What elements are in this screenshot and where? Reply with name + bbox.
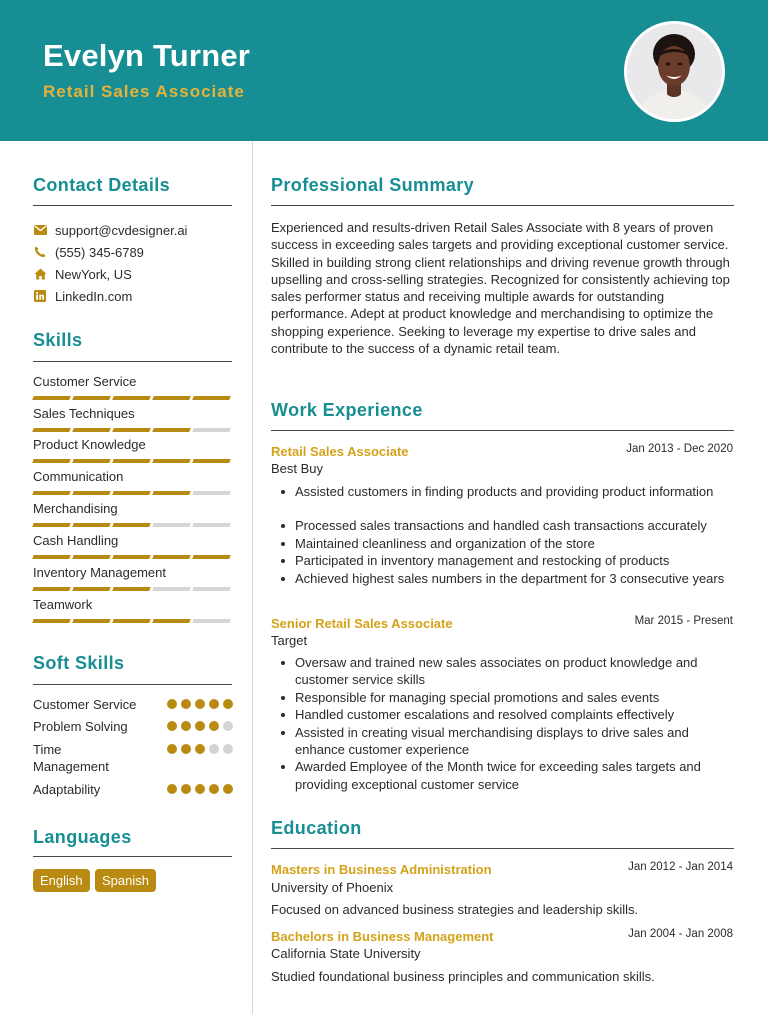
skill-level-segment	[192, 619, 230, 623]
skill-name: Sales Techniques	[33, 406, 135, 421]
contact-linkedin-text: LinkedIn.com	[55, 288, 133, 304]
job-bullet: Awarded Employee of the Month twice for exceeding sales targets and providing exceptional customer service	[271, 758, 741, 793]
skill-level-segment	[192, 555, 230, 559]
rating-dot	[209, 744, 219, 754]
skill-level-segment	[72, 555, 110, 559]
job-bullet: Responsible for managing special promotions and sales events	[271, 689, 741, 706]
soft-skill-item	[33, 741, 233, 777]
home-icon	[33, 267, 47, 281]
degree-title: Masters in Business Administration	[271, 862, 492, 877]
skill-level-segment	[192, 396, 230, 400]
skill-level-segment	[112, 459, 150, 463]
job-title: Senior Retail Sales Associate	[271, 616, 453, 631]
skill-level-segment	[152, 587, 190, 591]
school-name: University of Phoenix	[271, 880, 394, 895]
school-name: California State University	[271, 946, 421, 961]
contact-location	[33, 265, 132, 283]
skill-level-segment	[152, 555, 190, 559]
job-bullet: Participated in inventory management and restocking of products	[271, 552, 741, 569]
envelope-icon	[33, 223, 47, 237]
skills-rule	[33, 361, 232, 362]
skill-level-bar	[33, 428, 232, 432]
rating-dot	[195, 784, 205, 794]
summary-heading: Professional Summary	[271, 175, 475, 195]
skill-level-segment	[192, 491, 230, 495]
skill-level-segment	[192, 523, 230, 527]
skill-level-segment	[192, 587, 230, 591]
contact-phone[interactable]	[33, 243, 144, 261]
job-bullet: Oversaw and trained new sales associates on product knowledge and customer service skills	[271, 654, 741, 689]
summary-rule	[271, 205, 734, 206]
skill-level-bar	[33, 459, 232, 463]
soft-skill-item	[33, 696, 233, 714]
rating-dot	[167, 744, 177, 754]
rating-dot	[181, 699, 191, 709]
skill-level-segment	[72, 428, 110, 432]
rating-dot	[223, 784, 233, 794]
job-title: Retail Sales Associate	[271, 444, 409, 459]
soft-skill-rating	[167, 721, 233, 731]
skill-level-bar	[33, 491, 232, 495]
skill-level-segment	[32, 523, 70, 527]
skill-level-segment	[32, 459, 70, 463]
rating-dot	[223, 744, 233, 754]
skill-level-segment	[112, 587, 150, 591]
rating-dot	[181, 744, 191, 754]
skill-level-segment	[32, 428, 70, 432]
skill-level-segment	[112, 523, 150, 527]
skill-level-bar	[33, 396, 232, 400]
degree-title: Bachelors in Business Management	[271, 929, 494, 944]
person-avatar-icon	[627, 24, 722, 119]
rating-dot	[223, 699, 233, 709]
skill-item	[33, 533, 232, 559]
skill-level-segment	[112, 555, 150, 559]
skill-name: Inventory Management	[33, 565, 166, 580]
degree-dates: Jan 2004 - Jan 2008	[628, 928, 733, 940]
skill-level-segment	[192, 459, 230, 463]
degree-dates: Jan 2012 - Jan 2014	[628, 861, 733, 873]
soft-skill-name: Time Management	[33, 742, 109, 774]
skill-level-segment	[32, 587, 70, 591]
skill-level-segment	[72, 587, 110, 591]
skill-level-segment	[112, 396, 150, 400]
skill-level-segment	[112, 619, 150, 623]
rating-dot	[167, 784, 177, 794]
job-dates: Mar 2015 - Present	[634, 615, 733, 627]
experience-rule	[271, 430, 734, 431]
skill-level-segment	[192, 428, 230, 432]
soft-skill-rating	[167, 784, 233, 794]
skill-item	[33, 374, 232, 400]
languages-rule	[33, 856, 232, 857]
experience-heading: Work Experience	[271, 400, 423, 420]
skill-level-segment	[72, 619, 110, 623]
skill-item	[33, 469, 232, 495]
job-bullet: Achieved highest sales numbers in the department for 3 consecutive years	[271, 570, 741, 587]
skill-level-bar	[33, 619, 232, 623]
skill-level-segment	[32, 619, 70, 623]
skill-item	[33, 565, 232, 591]
skill-level-segment	[152, 459, 190, 463]
soft-skill-name: Customer Service	[33, 697, 137, 712]
skill-level-bar	[33, 523, 232, 527]
language-tag: English	[33, 869, 90, 892]
job-bullet: Assisted in creating visual merchandising displays to drive sales and enhance customer experience	[271, 724, 741, 759]
rating-dot	[195, 744, 205, 754]
education-rule	[271, 848, 734, 849]
skill-level-segment	[152, 396, 190, 400]
soft-skill-name: Problem Solving	[33, 719, 128, 734]
skill-level-segment	[112, 491, 150, 495]
skill-name: Merchandising	[33, 501, 118, 516]
rating-dot	[195, 721, 205, 731]
skill-level-segment	[72, 491, 110, 495]
skill-level-segment	[152, 428, 190, 432]
rating-dot	[181, 721, 191, 731]
contact-email-text: support@cvdesigner.ai	[55, 222, 188, 238]
skill-name: Cash Handling	[33, 533, 119, 548]
soft-skill-item	[33, 781, 233, 799]
skill-level-segment	[112, 428, 150, 432]
skill-item	[33, 406, 232, 432]
rating-dot	[209, 699, 219, 709]
job-bullet: Assisted customers in finding products and providing product information	[271, 483, 741, 500]
summary-text: Experienced and results-driven Retail Sales Associate with 8 years of proven success in exceeding sales targets and providing exceptional customer service. Skilled in building strong client relationships and driving revenue growth through upselling and cross-selling strategies. Recognized for consistently achieving top sales performer status and receiving multiple awards for outstanding performance. Adept at product knowledge and merchandising to optimize the shopping experience. Seeking to leverage my expertise to drive sales and contribute to the success of a dynamic retail team.	[271, 220, 730, 357]
contact-linkedin[interactable]	[33, 287, 132, 305]
rating-dot	[209, 721, 219, 731]
skill-level-segment	[32, 555, 70, 559]
job-bullet: Handled customer escalations and resolved complaints effectively	[271, 706, 741, 723]
job-bullets	[271, 654, 741, 793]
profile-photo	[624, 21, 725, 122]
contact-phone-text: (555) 345-6789	[55, 244, 144, 260]
skill-name: Communication	[33, 469, 124, 484]
job-dates: Jan 2013 - Dec 2020	[626, 443, 733, 455]
skill-level-bar	[33, 587, 232, 591]
rating-dot	[209, 784, 219, 794]
contact-location-text: NewYork, US	[55, 266, 132, 282]
job-company: Best Buy	[271, 461, 324, 476]
skill-item	[33, 597, 232, 623]
soft-skills-rule	[33, 684, 232, 685]
soft-skill-rating	[167, 744, 233, 754]
skill-level-bar	[33, 555, 232, 559]
languages-heading: Languages	[33, 827, 132, 847]
skill-item	[33, 437, 232, 463]
job-company: Target	[271, 633, 308, 648]
language-tag: Spanish	[95, 869, 156, 892]
job-bullets	[271, 483, 741, 587]
rating-dot	[167, 699, 177, 709]
skills-heading: Skills	[33, 330, 83, 350]
skill-level-segment	[72, 396, 110, 400]
skill-name: Product Knowledge	[33, 437, 146, 452]
contact-email[interactable]	[33, 221, 187, 239]
skill-item	[33, 501, 232, 527]
skill-level-segment	[32, 491, 70, 495]
rating-dot	[167, 721, 177, 731]
skill-name: Teamwork	[33, 597, 93, 612]
job-bullet: Maintained cleanliness and organization of the store	[271, 535, 741, 552]
degree-description: Studied foundational business principles and communication skills.	[271, 969, 655, 984]
skill-level-segment	[152, 523, 190, 527]
skill-level-segment	[152, 619, 190, 623]
contact-heading: Contact Details	[33, 175, 171, 195]
soft-skill-rating	[167, 699, 233, 709]
skill-name: Customer Service	[33, 374, 137, 389]
skill-level-segment	[72, 459, 110, 463]
rating-dot	[223, 721, 233, 731]
rating-dot	[181, 784, 191, 794]
skill-level-segment	[152, 491, 190, 495]
degree-description: Focused on advanced business strategies and leadership skills.	[271, 902, 639, 917]
phone-icon	[33, 245, 47, 259]
candidate-name: Evelyn Turner	[43, 38, 251, 73]
soft-skills-heading: Soft Skills	[33, 653, 125, 673]
column-divider	[252, 141, 253, 1014]
soft-skill-name: Adaptability	[33, 782, 101, 797]
contact-rule	[33, 205, 232, 206]
education-heading: Education	[271, 818, 362, 838]
job-bullet: Processed sales transactions and handled cash transactions accurately	[271, 517, 741, 534]
skill-level-segment	[32, 396, 70, 400]
linkedin-icon	[33, 289, 47, 303]
candidate-title: Retail Sales Associate	[43, 82, 245, 101]
skill-level-segment	[72, 523, 110, 527]
soft-skill-item	[33, 718, 233, 736]
header-banner	[0, 0, 768, 141]
rating-dot	[195, 699, 205, 709]
